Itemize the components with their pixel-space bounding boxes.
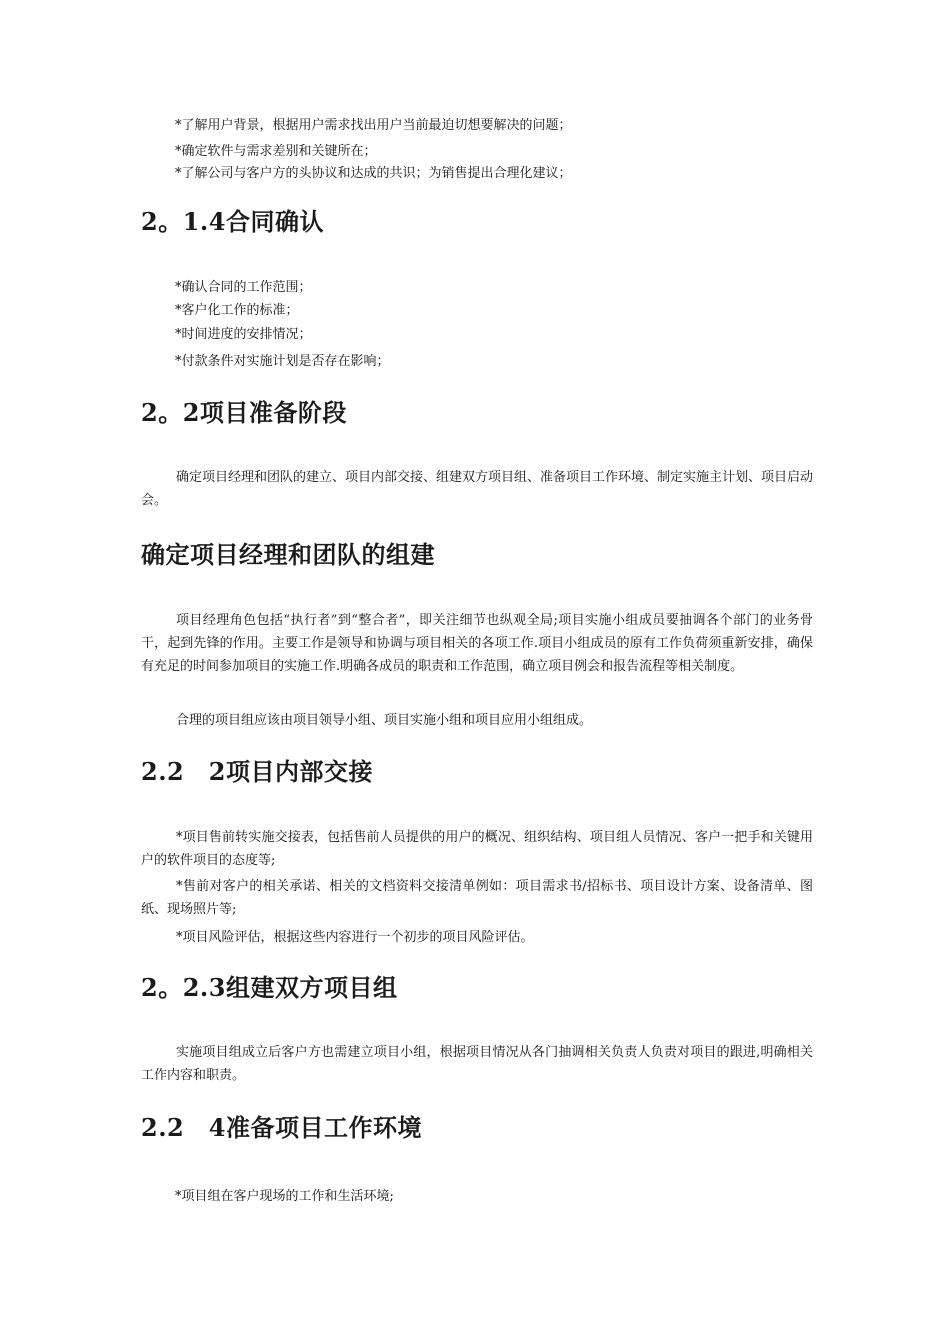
paragraph-2-2-2-b: *售前对客户的相关承诺、相关的文档资料交接清单例如：项目需求书/招标书、项目设计方案、设备清单、图纸、现场照片等; (141, 879, 813, 917)
heading-2-2-3: 2。2.3组建双方项目组 (141, 973, 398, 1002)
paragraph-2-2-2-c: *项目风险评估，根据这些内容进行一个初步的项目风险评估。 (176, 930, 534, 945)
paragraph-team-1: 项目经理角色包括“执行者”到“整合者”，即关注细节也纵观全局;项目实施小组成员要抽调各个部门的业务骨干，起到先锋的作用。主要工作是领导和协调与项目相关的各项工作.项目小组成员的原有工作负荷须重新安排，确保有充足的时间参加项目的实施工作.明确各成员的职责和工作范围，确立项目例会和报告流程等相关制度。 (141, 613, 813, 674)
contract-bullet-3: *时间进度的安排情况； (175, 327, 312, 342)
contract-bullet-1: *确认合同的工作范围； (175, 280, 312, 295)
environment-bullet: *项目组在客户现场的工作和生活环境; (175, 1189, 394, 1204)
heading-2-2-4: 2.2 4准备项目工作环境 (141, 1113, 422, 1142)
heading-2-2-2: 2.2 2项目内部交接 (141, 757, 373, 786)
heading-2-1-4: 2。1.4合同确认 (141, 207, 324, 236)
heading-2-2: 2。2项目准备阶段 (141, 398, 347, 427)
contract-bullet-4: *付款条件对实施计划是否存在影响； (175, 354, 390, 369)
heading-team: 确定项目经理和团队的组建 (141, 540, 435, 569)
intro-bullet-3: *了解公司与客户方的头协议和达成的共识；为销售提出合理化建议； (175, 166, 572, 181)
paragraph-team-2: 合理的项目组应该由项目领导小组、项目实施小组和项目应用小组组成。 (176, 713, 593, 728)
paragraph-2-2: 确定项目经理和团队的建立、项目内部交接、组建双方项目组、准备项目工作环境、制定实施主计划、项目启动会。 (141, 470, 814, 508)
contract-bullet-2: *客户化工作的标准； (175, 303, 299, 318)
intro-bullet-1: *了解用户背景，根据用户需求找出用户当前最迫切想要解决的问题； (175, 118, 572, 133)
paragraph-2-2-3: 实施项目组成立后客户方也需建立项目小组，根据项目情况从各门抽调相关负责人负责对项目的跟进,明确相关工作内容和职责。 (141, 1045, 813, 1083)
intro-bullet-2: *确定软件与需求差别和关键所在； (175, 144, 377, 159)
paragraph-2-2-2-a: *项目售前转实施交接表，包括售前人员提供的用户的概况、组织结构、项目组人员情况、客户一把手和关键用户的软件项目的态度等; (141, 830, 813, 868)
